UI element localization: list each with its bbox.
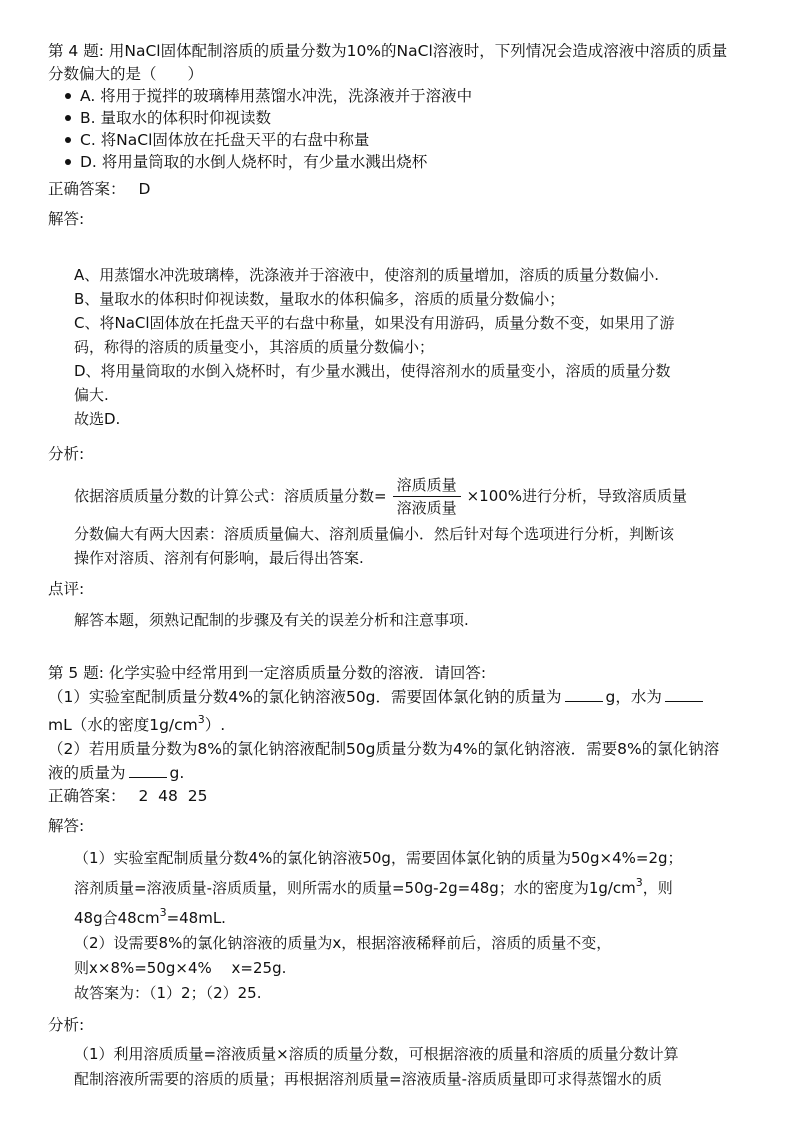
q5-solution-line: （2）设需要8%的氯化钠溶液的质量为x，根据溶液稀释前后，溶质的质量不变， — [74, 934, 612, 952]
q4-answer-label: 正确答案： — [48, 180, 126, 198]
q4-analysis-prefix: 依据溶质质量分数的计算公式：溶质质量分数= — [74, 487, 387, 505]
q5-analysis — [74, 1042, 774, 1092]
q4-solution-line: 偏大. — [74, 386, 109, 404]
q5-sub1-text: （1）实验室配制质量分数4%的氯化钠溶液50g．需要固体氯化钠的质量为 — [48, 688, 562, 706]
q4-analysis-label: 分析: — [48, 445, 85, 463]
q4-analysis-line: 分数偏大有两大因素：溶质质量偏大、溶剂质量偏小．然后针对每个选项进行分析，判断该 — [74, 525, 675, 543]
fraction — [393, 474, 461, 519]
q5-sub1-end: ）. — [204, 716, 226, 735]
q5-analysis-label: 分析: — [48, 1016, 85, 1034]
superscript: 3 — [159, 906, 167, 919]
q5-sub1-line1 — [48, 685, 768, 709]
q5-solution-text: 48g合48cm — [74, 909, 160, 927]
q5-solution-line: （1）实验室配制质量分数4%的氯化钠溶液50g，需要固体氯化钠的质量为50g×4%=2g； — [74, 849, 683, 867]
q4-solution-line: B、量取水的体积时仰视读数，量取水的体积偏多，溶质的质量分数偏小； — [74, 290, 565, 308]
q4-title — [48, 40, 768, 86]
q4-option-a: A. 将用于搅拌的玻璃棒用蒸馏水冲洗，洗涤液并于溶液中 — [60, 85, 472, 107]
q4-solution-line: C、将NaCl固体放在托盘天平的右盘中称量，如果没有用游码，质量分数不变，如果用了游 — [74, 314, 675, 332]
q4-answer — [48, 178, 150, 201]
q4-solution-label: 解答: — [48, 210, 85, 228]
q4-comment-label: 点评: — [48, 580, 85, 598]
q5-solution-text: ，则 — [642, 879, 673, 897]
q4-solution-line: A、用蒸馏水冲洗玻璃棒，洗涤液并于溶液中，使溶剂的质量增加，溶质的质量分数偏小. — [74, 266, 660, 284]
q5-subquestions — [48, 685, 768, 785]
fraction-denominator: 溶液质量 — [396, 498, 457, 517]
q4-option-b: B. 量取水的体积时仰视读数 — [60, 107, 472, 129]
q5-analysis-line: 配制溶液所需要的溶质的质量；再根据溶剂质量=溶液质量-溶质质量即可求得蒸馏水的质 — [74, 1070, 662, 1088]
q4-solution — [74, 263, 774, 431]
q5-sub2-line2 — [48, 761, 768, 785]
q5-sub1-line2 — [48, 709, 768, 737]
q5-solution-line: 故答案为：（1）2；（2）25. — [74, 984, 262, 1002]
q5-sub1-density: mL（水的密度1g/cm — [48, 716, 198, 735]
q5-sub1-unit: g，水为 — [605, 688, 662, 706]
superscript: 3 — [635, 876, 643, 889]
q5-answer-value: 2 48 25 — [138, 787, 208, 805]
answer-blank[interactable] — [565, 687, 603, 702]
q4-title-line1: 第 4 题: 用NaCl固体配制溶质的质量分数为10%的NaCl溶液时，下列情况会造成溶液中溶质的质量 — [48, 42, 728, 60]
q4-analysis-formula-line — [74, 472, 774, 520]
q5-analysis-line: （1）利用溶质质量=溶液质量×溶质的质量分数，可根据溶液的质量和溶质的质量分数计算 — [74, 1045, 679, 1063]
q4-solution-line: D、将用量筒取的水倒入烧杯时，有少量水溅出，使得溶剂水的质量变小，溶质的质量分数 — [74, 362, 671, 380]
q4-analysis-line: 操作对溶质、溶剂有何影响，最后得出答案. — [74, 549, 364, 567]
q4-analysis-suffix: ×100%进行分析，导致溶质质量 — [466, 487, 688, 505]
q5-solution-line — [74, 871, 774, 901]
q4-answer-value: D — [138, 180, 151, 198]
q4-solution-line: 故选D. — [74, 410, 121, 428]
answer-blank[interactable] — [665, 687, 703, 702]
q5-solution-label: 解答: — [48, 817, 85, 835]
q5-solution-text: 溶剂质量=溶液质量-溶质质量，则所需水的质量=50g-2g=48g；水的密度为1g/cm — [74, 879, 636, 897]
q5-sub2-line1: （2）若用质量分数为8%的氯化钠溶液配制50g质量分数为4%的氯化钠溶液．需要8%的氯化钠溶 — [48, 740, 720, 759]
q4-option-d: D. 将用量筒取的水倒人烧杯时，有少量水溅出烧杯 — [60, 151, 472, 173]
q5-sub2-unit: g. — [169, 764, 185, 783]
q4-comment: 解答本题，须熟记配制的步骤及有关的误差分析和注意事项. — [74, 611, 469, 629]
q5-answer — [48, 785, 207, 808]
q5-answer-label: 正确答案： — [48, 787, 126, 805]
q4-option-c: C. 将NaCl固体放在托盘天平的右盘中称量 — [60, 129, 472, 151]
q4-analysis — [74, 472, 774, 570]
q5-solution-line: 则x×8%=50g×4% x=25g. — [74, 959, 287, 977]
q4-options — [60, 85, 472, 173]
q4-title-line2: 分数偏大的是（ ） — [48, 65, 204, 83]
q4-solution-line: 码，称得的溶质的质量变小，其溶质的质量分数偏小； — [74, 338, 435, 356]
superscript: 3 — [197, 713, 205, 726]
answer-blank[interactable] — [129, 763, 167, 778]
q5-solution-line — [74, 901, 774, 931]
fraction-numerator: 溶质质量 — [393, 474, 461, 497]
q5-sub2-text: 液的质量为 — [48, 764, 126, 783]
q5-solution-text: =48mL. — [166, 909, 226, 927]
q5-solution — [74, 846, 774, 1006]
q5-title: 第 5 题: 化学实验中经常用到一定溶质质量分数的溶液．请回答: — [48, 664, 487, 682]
